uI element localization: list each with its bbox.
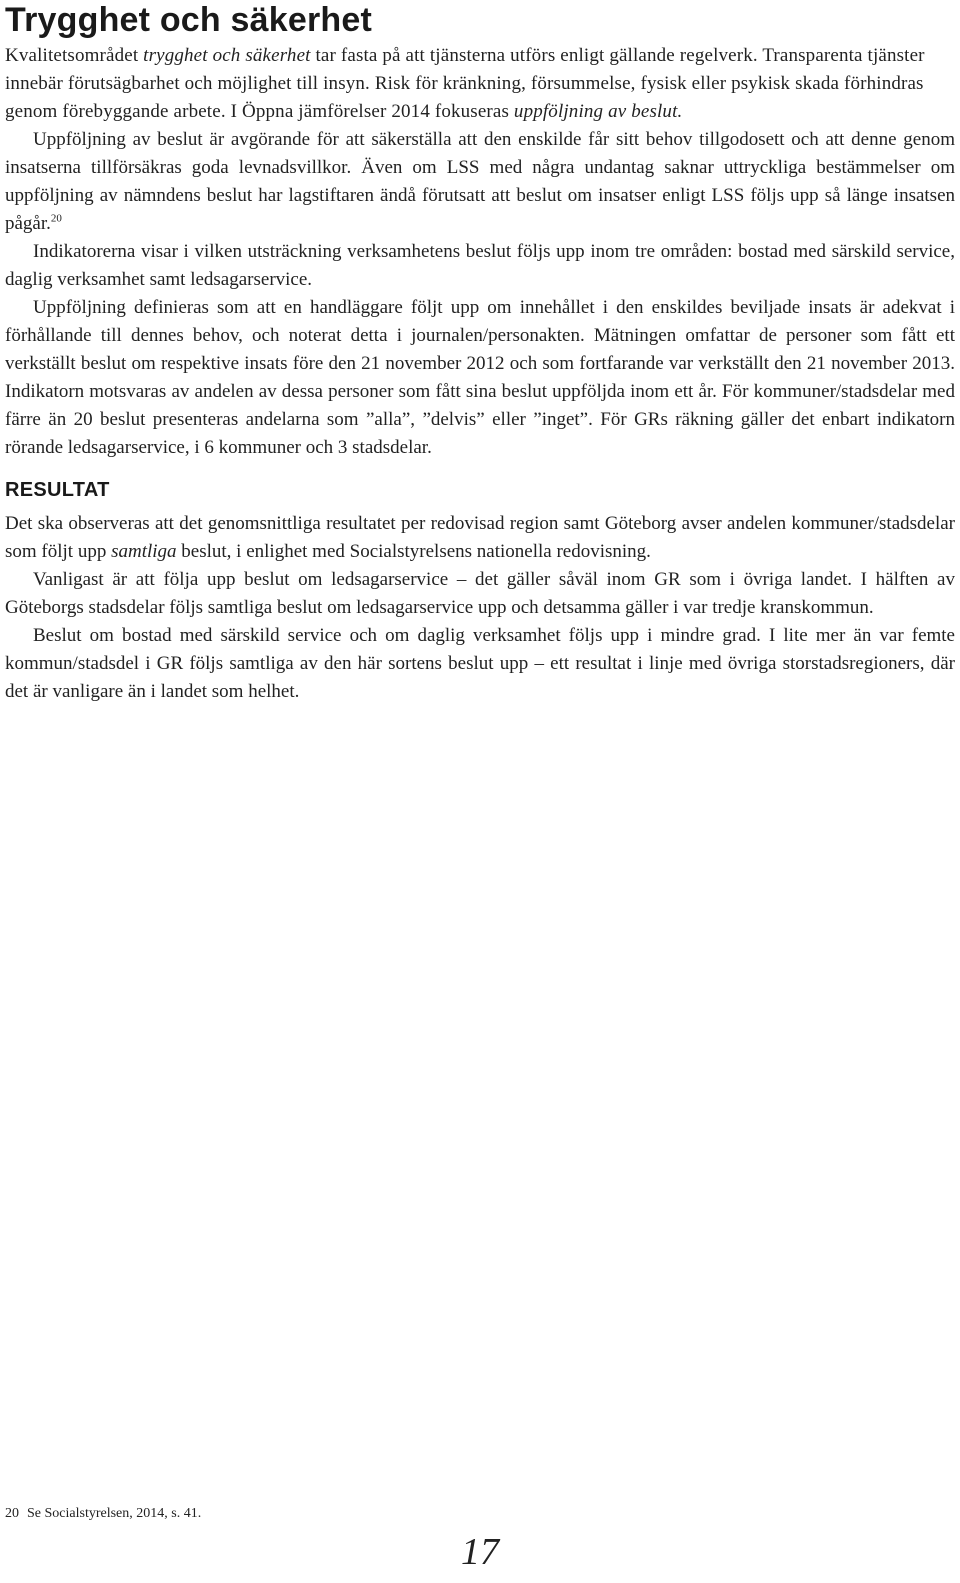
- document-page: [5, 0, 955, 706]
- results-section: [5, 510, 955, 706]
- results-paragraph-2: Vanligast är att följa upp beslut om ledsagarservice – det gäller såväl inom GR som i övriga landet. I hälften av Göteborgs stadsdelar följs samtliga beslut om ledsagarservice upp och detsamma gäller i var tredje kranskommun.: [5, 569, 955, 618]
- body-paragraph-1: [5, 126, 955, 238]
- intro-text-1: Kvalitetsområdet: [5, 45, 144, 66]
- results-text-2: beslut, i enlighet med Socialstyrelsens nationella redovisning.: [176, 541, 651, 562]
- results-italic: samtliga: [111, 541, 177, 562]
- page-heading: Trygghet och säkerhet: [5, 1, 372, 39]
- body-section: [5, 126, 955, 462]
- intro-italic-2: uppföljning av beslut.: [513, 101, 683, 122]
- body-paragraph-2: Indikatorerna visar i vilken utsträckning verksamhetens beslut följs upp inom tre områden: bostad med särskild service, daglig verksamhet samt ledsagarservice.: [5, 241, 955, 290]
- footnote: [5, 1505, 201, 1523]
- intro-italic-1: trygghet och säkerhet: [143, 45, 311, 66]
- intro-paragraph: [5, 42, 955, 126]
- body-paragraph-3: Uppföljning definieras som att en handläggare följt upp om innehållet i den enskildes beviljade insats är adekvat i förhållande till dennes behov, och noterat detta i journalen/personakten. Mätningen omfattar de personer som fått ett verkställt beslut om respektive insats före den 21 november 2012 och som fortfarande var verkställt den 21 november 2013. Indikatorn motsvaras av andelen av dessa personer som fått sina beslut uppföljda inom ett år. För kommuner/stadsdelar med färre än 20 beslut presenteras andelarna som ”alla”, ”delvis” eller ”inget”. För GRs räkning gäller det enbart indikatorn rörande ledsagarservice, i 6 kommuner och 3 stadsdelar.: [5, 297, 955, 458]
- page-number: 17: [461, 1531, 499, 1573]
- footnote-reference[interactable]: 20: [50, 212, 62, 225]
- results-text-1: Det ska observeras att det genomsnittliga resultatet per redovisad region samt Göteborg avser andelen kommuner/stadsdelar som följt upp: [5, 513, 955, 562]
- body-paragraph-1-text: Uppföljning av beslut är avgörande för att säkerställa att den enskilde får sitt behov tillgodosett och att denne genom insatserna tillförsäkras goda levnadsvillkor. Även om LSS med några undantag saknar uttryckliga bestämmelser om uppföljning av nämndens beslut har lagstiftaren ändå förutsatt att beslut om insatser enligt LSS följs upp så länge insatsen pågår.: [5, 129, 955, 234]
- results-paragraph-3: Beslut om bostad med särskild service och om daglig verksamhet följs upp i mindre grad. I lite mer än var femte kommun/stadsdel i GR följs samtliga av den här sortens beslut upp – ett resultat i linje med övriga storstadsregioners, där det är vanligare än i landet som helhet.: [5, 625, 955, 702]
- footnote-text: Se Socialstyrelsen, 2014, s. 41.: [27, 1506, 202, 1521]
- intro-text-2: tar fasta på att tjänsterna utförs enligt gällande regelverk. Transparenta tjänster innebär förutsägbarhet och möjlighet till insyn. Risk för kränkning, försummelse, fysisk eller psykisk skada förhindras genom förebyggande arbete. I Öppna jämförelser 2014 fokuseras: [5, 45, 925, 122]
- section-heading-resultat: RESULTAT: [5, 479, 110, 501]
- footnote-number: 20: [5, 1506, 19, 1521]
- results-paragraph-1: [5, 510, 955, 566]
